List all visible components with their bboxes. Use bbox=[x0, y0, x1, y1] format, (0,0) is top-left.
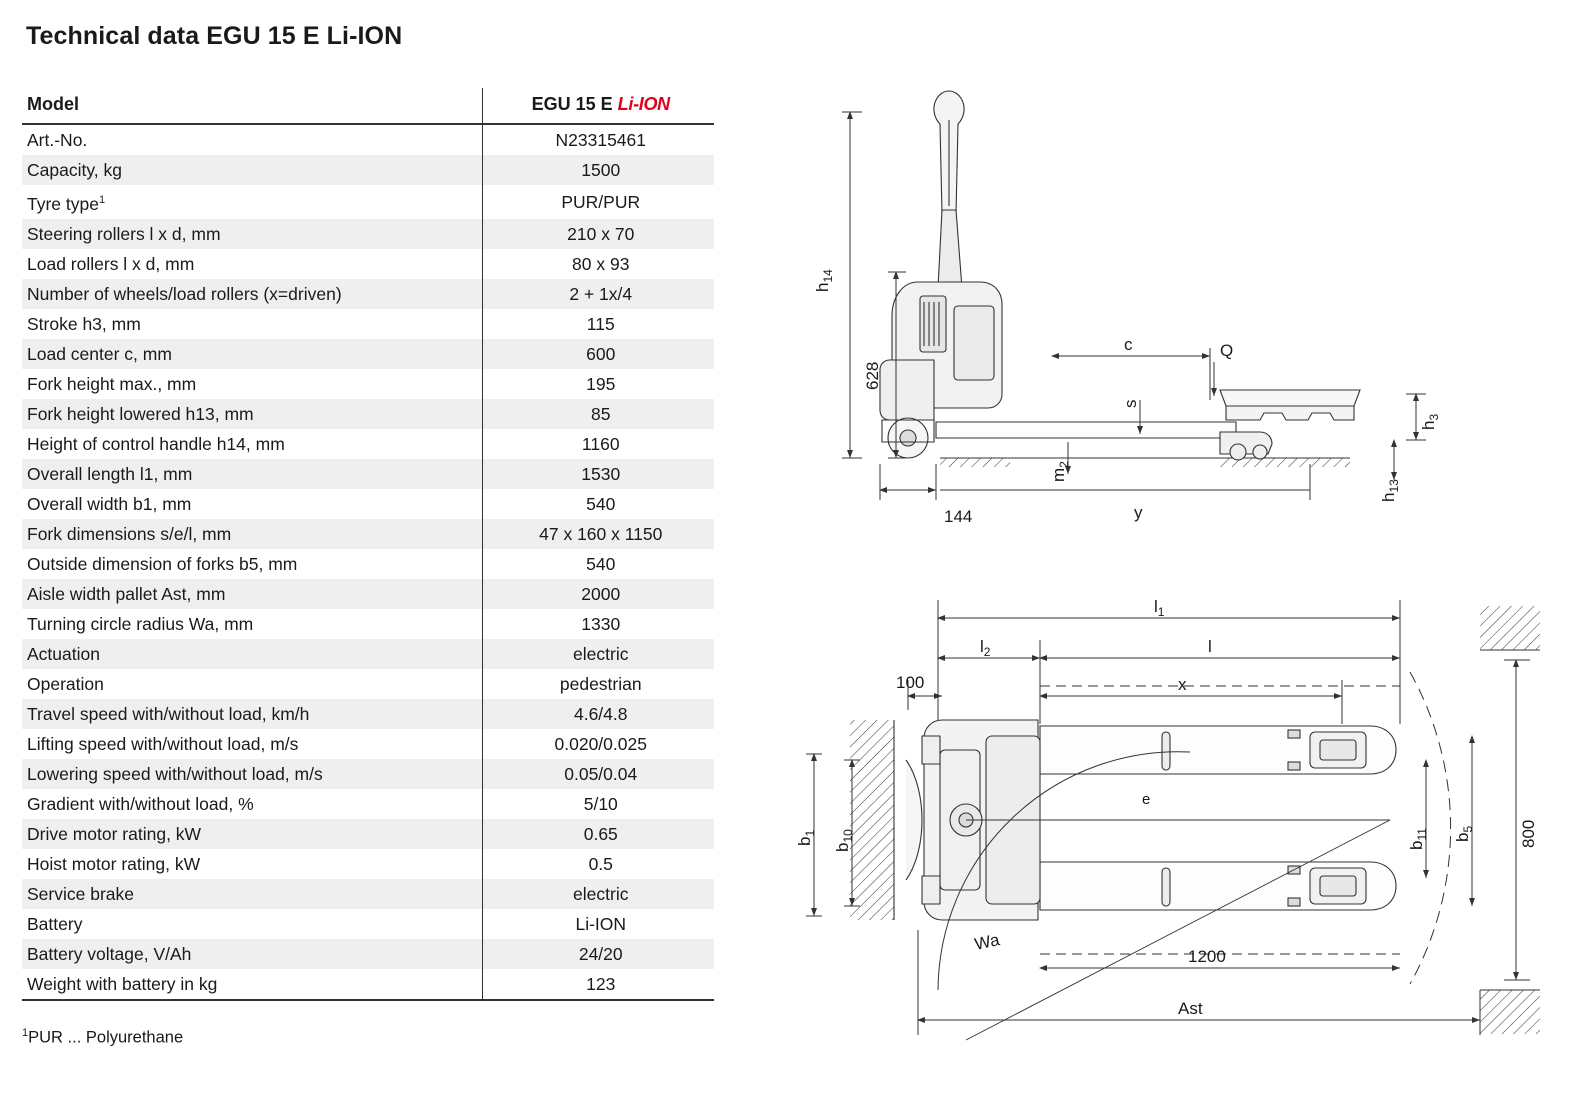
row-value: 0.65 bbox=[482, 819, 714, 849]
row-value: N23315461 bbox=[482, 124, 714, 155]
table-row bbox=[22, 339, 714, 369]
table-row bbox=[22, 639, 714, 669]
row-label: Hoist motor rating, kW bbox=[27, 853, 201, 874]
table-row bbox=[22, 819, 714, 849]
label-b11: $b_{11}$ bbox=[1407, 828, 1429, 850]
row-label: Number of wheels/load rollers (x=driven) bbox=[22, 279, 482, 309]
row-label: Operation bbox=[27, 673, 104, 694]
label-c: c bbox=[1124, 335, 1133, 354]
row-label: Service brake bbox=[22, 879, 482, 909]
row-value: 600 bbox=[482, 339, 714, 369]
header-value bbox=[482, 88, 714, 124]
row-value: 5/10 bbox=[482, 789, 714, 819]
table-row bbox=[22, 429, 714, 459]
table-row bbox=[22, 759, 714, 789]
table-row bbox=[22, 909, 714, 939]
footnote bbox=[22, 1027, 183, 1048]
row-value: Li-ION bbox=[482, 909, 714, 939]
row-value: 24/20 bbox=[482, 939, 714, 969]
row-label: Lifting speed with/without load, m/s bbox=[27, 733, 299, 754]
label-1200: 1200 bbox=[1188, 947, 1226, 966]
table-row bbox=[22, 519, 714, 549]
row-value: 0.5 bbox=[482, 849, 714, 879]
table-row bbox=[22, 309, 714, 339]
label-y: y bbox=[1134, 503, 1143, 522]
label-Wa: Wa bbox=[972, 930, 1002, 954]
row-value: 2 + 1x/4 bbox=[482, 279, 714, 309]
row-value: electric bbox=[482, 639, 714, 669]
row-value: pedestrian bbox=[482, 669, 714, 699]
row-value: 195 bbox=[482, 369, 714, 399]
row-label: Weight with battery in kg bbox=[22, 969, 482, 1000]
label-h3: $h_3$ bbox=[1419, 413, 1441, 430]
label-b5: $b_5$ bbox=[1453, 825, 1475, 842]
table-row bbox=[22, 849, 714, 879]
row-value: 85 bbox=[482, 399, 714, 429]
row-label: Aisle width pallet Ast, mm bbox=[22, 579, 482, 609]
table-row bbox=[22, 969, 714, 1000]
label-m2: $m_2$ bbox=[1049, 461, 1071, 482]
row-label: Height of control handle h14, mm bbox=[27, 433, 285, 454]
drawing-svg bbox=[790, 60, 1560, 1060]
table-row bbox=[22, 579, 714, 609]
label-l1: $l_1$ bbox=[1154, 597, 1165, 619]
row-value: 115 bbox=[482, 309, 714, 339]
label-b10: $b_{10}$ bbox=[833, 829, 855, 852]
label-s: s bbox=[1121, 399, 1140, 408]
label-Q: Q bbox=[1220, 341, 1234, 360]
table-row bbox=[22, 729, 714, 759]
row-value: 80 x 93 bbox=[482, 249, 714, 279]
table-row bbox=[22, 879, 714, 909]
footnote-ref: 1 bbox=[98, 194, 106, 206]
footnote-mark: 1 bbox=[22, 1027, 29, 1039]
label-x: x bbox=[1178, 675, 1187, 694]
row-value: electric bbox=[482, 879, 714, 909]
header-liion-brand: Li-ION bbox=[617, 93, 670, 114]
label-h13: $h_{13}$ bbox=[1379, 479, 1401, 502]
row-value: 540 bbox=[482, 489, 714, 519]
table-row bbox=[22, 279, 714, 309]
table-row bbox=[22, 669, 714, 699]
label-l: l bbox=[1208, 637, 1212, 656]
row-value: 540 bbox=[482, 549, 714, 579]
row-label: Drive motor rating, kW bbox=[22, 819, 482, 849]
row-value: 0.05/0.04 bbox=[482, 759, 714, 789]
row-label: Outside dimension of forks b5, mm bbox=[27, 553, 298, 574]
table-row bbox=[22, 249, 714, 279]
row-value: 1500 bbox=[482, 155, 714, 185]
row-label: Capacity, kg bbox=[22, 155, 482, 185]
label-144: 144 bbox=[944, 507, 973, 526]
row-label: Actuation bbox=[22, 639, 482, 669]
label-l2: $l_2$ bbox=[980, 637, 991, 659]
row-value: 2000 bbox=[482, 579, 714, 609]
row-label: Fork height lowered h13, mm bbox=[22, 399, 482, 429]
row-label: Tyre type$^1$ bbox=[27, 193, 106, 214]
table-row bbox=[22, 699, 714, 729]
table-row bbox=[22, 185, 714, 219]
header-model-name: EGU 15 E bbox=[531, 93, 613, 114]
table-row bbox=[22, 549, 714, 579]
row-value: 47 x 160 x 1150 bbox=[482, 519, 714, 549]
row-label: Travel speed with/without load, km/h bbox=[22, 699, 482, 729]
label-e: e bbox=[1142, 791, 1151, 808]
table-row bbox=[22, 124, 714, 155]
row-value: 123 bbox=[482, 969, 714, 1000]
table-row bbox=[22, 399, 714, 429]
row-label: Overall width b1, mm bbox=[27, 493, 192, 514]
row-label: Turning circle radius Wa, mm bbox=[27, 613, 254, 634]
label-800: 800 bbox=[1519, 819, 1538, 848]
row-value: 1530 bbox=[482, 459, 714, 489]
table-body bbox=[22, 88, 714, 1000]
row-value: 1330 bbox=[482, 609, 714, 639]
technical-drawings bbox=[790, 60, 1560, 1060]
row-value: 1160 bbox=[482, 429, 714, 459]
row-label: Battery bbox=[27, 913, 83, 934]
table-row bbox=[22, 789, 714, 819]
row-label: Fork height max., mm bbox=[27, 373, 197, 394]
row-label: Load rollers l x d, mm bbox=[27, 253, 195, 274]
row-label: Overall length l1, mm bbox=[22, 459, 482, 489]
row-label: Fork dimensions s/e/l, mm bbox=[22, 519, 482, 549]
specification-table bbox=[22, 88, 714, 1001]
row-label: Art.-No. bbox=[27, 130, 88, 150]
label-100: 100 bbox=[896, 673, 925, 692]
row-value: PUR/PUR bbox=[482, 185, 714, 219]
table-row bbox=[22, 459, 714, 489]
footnote-text: PUR ... Polyurethane bbox=[28, 1028, 184, 1047]
row-label: Load center c, mm bbox=[22, 339, 482, 369]
row-label: Gradient with/without load, % bbox=[27, 793, 254, 814]
row-label: Steering rollers l x d, mm bbox=[22, 219, 482, 249]
table-row bbox=[22, 489, 714, 519]
page-title: Technical data EGU 15 E Li-ION bbox=[26, 22, 403, 50]
table-row bbox=[22, 369, 714, 399]
side-view-group bbox=[880, 91, 1360, 467]
row-label: Battery voltage, V/Ah bbox=[22, 939, 482, 969]
header-label: Model bbox=[22, 88, 482, 124]
label-Ast: Ast bbox=[1178, 999, 1203, 1018]
label-b1: $b_1$ bbox=[795, 829, 817, 846]
label-628: 628 bbox=[863, 361, 882, 390]
row-label: Stroke h3, mm bbox=[27, 313, 141, 334]
table-row bbox=[22, 609, 714, 639]
table-header-row bbox=[22, 88, 714, 124]
row-value: 4.6/4.8 bbox=[482, 699, 714, 729]
row-value: 210 x 70 bbox=[482, 219, 714, 249]
row-value: 0.020/0.025 bbox=[482, 729, 714, 759]
table-row bbox=[22, 155, 714, 185]
table-row bbox=[22, 219, 714, 249]
table-row bbox=[22, 939, 714, 969]
label-h14: $h_{14}$ bbox=[813, 269, 835, 292]
row-label: Lowering speed with/without load, m/s bbox=[22, 759, 482, 789]
